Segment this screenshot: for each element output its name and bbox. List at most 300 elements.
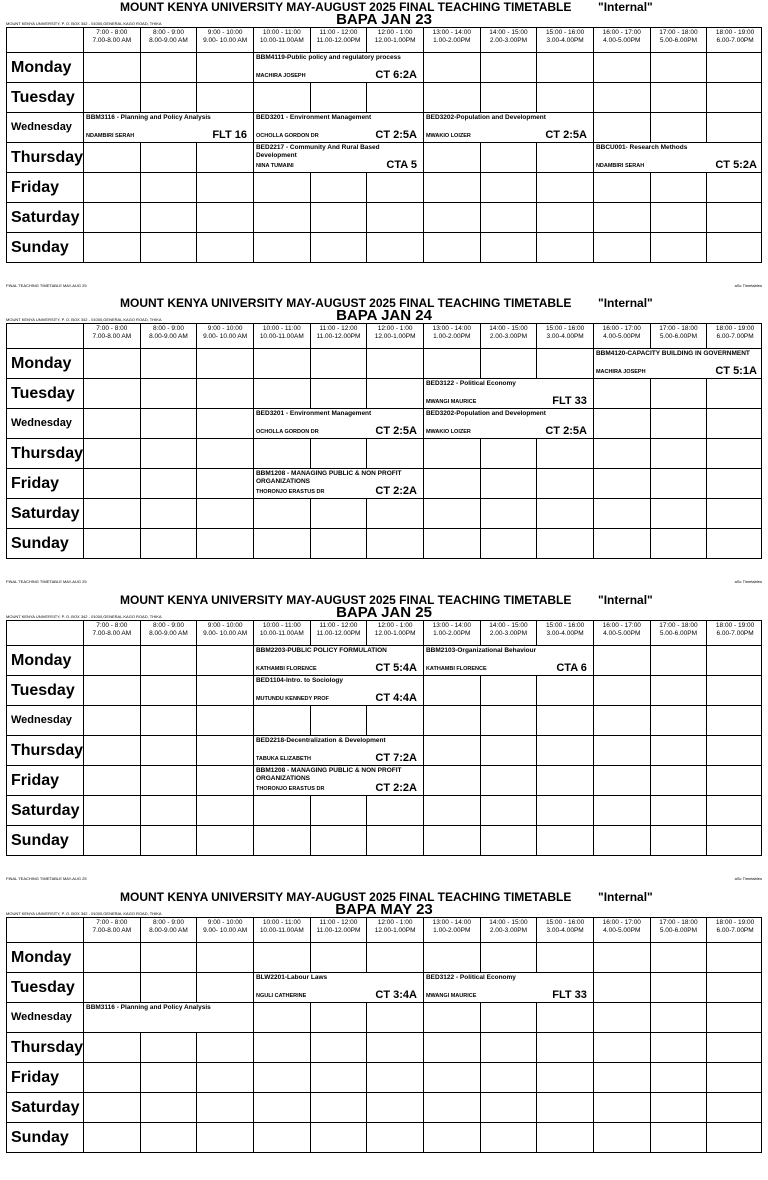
time-slot-sublabel: 11.00-12.00PM — [316, 36, 361, 44]
footer-left-text: FINAL TEACHING TIMETABLE MAY-AUG 25 — [6, 876, 87, 881]
time-slot-sublabel: 2.00-3.00PM — [489, 36, 528, 44]
time-slot-header — [310, 324, 367, 348]
grid-line — [423, 943, 424, 972]
grid-line — [536, 1123, 537, 1152]
day-label: Sunday — [11, 239, 69, 256]
grid-line — [140, 766, 141, 795]
grid-line — [253, 233, 254, 262]
grid-line — [650, 379, 651, 408]
grid-line — [83, 469, 84, 498]
grid-line — [706, 53, 707, 82]
grid-line — [706, 1123, 707, 1152]
grid-line — [536, 173, 537, 202]
room-code: CT 2:5A — [375, 424, 417, 437]
grid-line — [593, 409, 594, 438]
time-slot-header — [253, 324, 310, 348]
grid-line — [423, 1003, 424, 1032]
grid-line — [196, 203, 197, 232]
grid-line — [650, 173, 651, 202]
grid-line — [480, 736, 481, 765]
day-label: Thursday — [11, 1039, 84, 1056]
time-header-row — [7, 621, 761, 646]
grid-line — [536, 529, 537, 558]
time-slot-sublabel: 10.00-11.00AM — [259, 36, 304, 44]
course-title: BED3122 - Political Economy — [425, 974, 516, 981]
grid-line — [423, 53, 424, 82]
grid-line — [480, 53, 481, 82]
time-slot-label: 14:00 - 15:00 — [489, 919, 528, 926]
course-entry[interactable] — [594, 349, 761, 378]
grid-line — [423, 469, 424, 498]
timetable-section — [0, 593, 768, 883]
grid-line — [253, 529, 254, 558]
lecturer-name: THORONJO ERASTUS DR — [255, 488, 325, 495]
course-entry[interactable] — [254, 53, 421, 82]
time-slot-sublabel: 5.00-6.00PM — [659, 926, 698, 934]
grid-line — [366, 379, 367, 408]
time-slot-header — [423, 324, 480, 348]
time-slot-header — [650, 621, 707, 645]
course-entry[interactable] — [424, 379, 591, 408]
day-label: Thursday — [11, 742, 84, 759]
page-title: MOUNT KENYA UNIVERSITY MAY-AUGUST 2025 FINAL TEACHING TIMETABLE — [120, 890, 572, 904]
grid-line — [536, 826, 537, 855]
grid-line — [140, 676, 141, 705]
grid-line — [423, 1123, 424, 1152]
day-row — [7, 173, 761, 203]
time-slot-sublabel: 12.00-1.00PM — [374, 926, 416, 934]
time-slot-label: 12:00 - 1:00 — [377, 29, 413, 36]
grid-line — [196, 1033, 197, 1062]
time-slot-label: 10:00 - 11:00 — [262, 29, 301, 36]
time-slot-sublabel: 6.00-7.00PM — [716, 629, 754, 637]
time-header-row — [7, 918, 761, 943]
grid-line — [83, 83, 84, 112]
time-slot-label: 11:00 - 12:00 — [319, 919, 358, 926]
grid-line — [480, 143, 481, 172]
grid-line — [536, 1063, 537, 1092]
grid-line — [140, 973, 141, 1002]
lecturer-name: MACHIRA JOSEPH — [255, 72, 306, 79]
course-title: BBM3116 - Planning and Policy Analysis — [86, 114, 211, 121]
day-label: Monday — [11, 355, 72, 372]
page-title: MOUNT KENYA UNIVERSITY MAY-AUGUST 2025 FINAL TEACHING TIMETABLE — [120, 296, 572, 310]
grid-line — [140, 233, 141, 262]
grid-line — [650, 1123, 651, 1152]
grid-line — [196, 766, 197, 795]
grid-line — [480, 499, 481, 528]
group-name: BAPA MAY 23 — [335, 901, 433, 918]
time-slot-header — [253, 918, 310, 942]
grid-line — [650, 439, 651, 468]
footer-right-text: aSc Timetables — [734, 283, 762, 288]
room-code: CT 6:2A — [375, 68, 417, 81]
grid-line — [366, 1093, 367, 1122]
grid-line — [423, 766, 424, 795]
grid-line — [423, 676, 424, 705]
grid-line — [593, 943, 594, 972]
time-slot-label: 15:00 - 16:00 — [545, 919, 585, 926]
grid-line — [310, 439, 311, 468]
grid-line — [83, 203, 84, 232]
grid-line — [140, 83, 141, 112]
grid-line — [480, 349, 481, 378]
grid-line — [366, 1123, 367, 1152]
grid-line — [650, 706, 651, 735]
day-label: Monday — [11, 652, 72, 669]
time-slot-sublabel: 9.00- 10.00 AM — [203, 332, 248, 340]
time-slot-sublabel: 9.00- 10.00 AM — [203, 926, 248, 934]
lecturer-name: MUTUNDU KENNEDY PROF — [255, 695, 329, 702]
grid-line — [706, 409, 707, 438]
grid-line — [423, 499, 424, 528]
time-slot-sublabel: 2.00-3.00PM — [489, 629, 528, 637]
course-title: BED2218-Decentralization & Development — [255, 737, 386, 744]
timetable-grid — [6, 917, 762, 1153]
grid-line — [480, 233, 481, 262]
time-slot-sublabel: 2.00-3.00PM — [489, 332, 528, 340]
grid-line — [196, 826, 197, 855]
time-slot-sublabel: 8.00-9.00 AM — [149, 36, 188, 44]
grid-line — [253, 173, 254, 202]
grid-line — [536, 1093, 537, 1122]
grid-line — [310, 379, 311, 408]
grid-line — [480, 826, 481, 855]
grid-line — [196, 173, 197, 202]
room-code: CT 2:2A — [375, 484, 417, 497]
grid-line — [83, 646, 84, 675]
time-slot-header — [310, 918, 367, 942]
day-label: Monday — [11, 949, 72, 966]
time-slot-sublabel: 12.00-1.00PM — [374, 36, 416, 44]
grid-line — [140, 499, 141, 528]
lecturer-name: NINA TUMAINI — [255, 162, 294, 169]
grid-line — [83, 706, 84, 735]
grid-line — [366, 83, 367, 112]
grid-line — [83, 826, 84, 855]
time-slot-sublabel: 4.00-5.00PM — [603, 36, 641, 44]
time-slot-header — [253, 621, 310, 645]
grid-line — [423, 1063, 424, 1092]
grid-line — [536, 499, 537, 528]
room-code: CTA 6 — [556, 661, 587, 674]
time-slot-label: 8:00 - 9:00 — [152, 622, 185, 629]
room-code: CT 7:2A — [375, 751, 417, 764]
time-slot-sublabel: 1.00-2.00PM — [433, 332, 471, 340]
grid-line — [536, 766, 537, 795]
grid-line — [706, 1063, 707, 1092]
course-entry[interactable] — [594, 143, 761, 172]
internal-label: "Internal" — [598, 0, 653, 14]
day-label: Saturday — [11, 1099, 80, 1116]
grid-line — [140, 646, 141, 675]
grid-line — [706, 529, 707, 558]
time-slot-sublabel: 1.00-2.00PM — [433, 926, 471, 934]
grid-line — [706, 736, 707, 765]
grid-line — [650, 113, 651, 142]
time-slot-label: 8:00 - 9:00 — [152, 919, 185, 926]
grid-line — [480, 1093, 481, 1122]
grid-line — [650, 646, 651, 675]
time-slot-sublabel: 2.00-3.00PM — [489, 926, 528, 934]
grid-line — [253, 796, 254, 825]
grid-line — [253, 379, 254, 408]
time-slot-sublabel: 7.00-8.00 AM — [92, 629, 132, 637]
time-slot-label: 8:00 - 9:00 — [152, 29, 185, 36]
grid-line — [83, 973, 84, 1002]
grid-line — [593, 796, 594, 825]
grid-line — [480, 943, 481, 972]
grid-line — [593, 529, 594, 558]
day-label: Friday — [11, 772, 60, 789]
time-slot-label: 9:00 - 10:00 — [207, 325, 243, 332]
grid-line — [593, 706, 594, 735]
day-label: Wednesday — [11, 714, 72, 726]
internal-label: "Internal" — [598, 890, 653, 904]
grid-line — [196, 83, 197, 112]
grid-line — [423, 173, 424, 202]
grid-line — [196, 676, 197, 705]
course-title: BED3202-Population and Development — [425, 410, 546, 417]
time-slot-label: 9:00 - 10:00 — [207, 29, 243, 36]
day-label: Saturday — [11, 505, 80, 522]
grid-line — [310, 1093, 311, 1122]
grid-line — [83, 173, 84, 202]
timetable-grid — [6, 620, 762, 856]
lecturer-name: THORONJO ERASTUS DR — [255, 785, 325, 792]
timetable-section — [0, 296, 768, 586]
course-title: BBM1208 - MANAGING PUBLIC & NON PROFIT ORGANIZATIONS — [255, 767, 402, 782]
course-entry[interactable] — [254, 676, 421, 705]
room-code: CT 2:5A — [375, 128, 417, 141]
grid-line — [310, 943, 311, 972]
lecturer-name: MWAKIO LOIZER — [425, 132, 471, 139]
time-slot-sublabel: 3.00-4.00PM — [546, 36, 584, 44]
course-entry[interactable] — [424, 646, 591, 675]
time-slot-header — [366, 621, 423, 645]
time-slot-header — [140, 918, 197, 942]
grid-line — [140, 53, 141, 82]
grid-line — [480, 676, 481, 705]
grid-line — [253, 706, 254, 735]
grid-line — [650, 53, 651, 82]
course-entry[interactable] — [424, 113, 591, 142]
time-slot-sublabel: 9.00- 10.00 AM — [203, 629, 248, 637]
day-row — [7, 826, 761, 856]
course-entry[interactable] — [424, 973, 591, 1002]
grid-line — [196, 973, 197, 1002]
grid-line — [366, 1063, 367, 1092]
course-entry[interactable] — [254, 646, 421, 675]
time-slot-header — [83, 918, 140, 942]
time-slot-label: 15:00 - 16:00 — [545, 325, 585, 332]
grid-line — [196, 736, 197, 765]
grid-line — [253, 203, 254, 232]
grid-line — [536, 676, 537, 705]
time-slot-header — [140, 324, 197, 348]
course-entry[interactable] — [424, 409, 591, 438]
time-slot-header — [196, 621, 253, 645]
course-title: BBM2203-PUBLIC POLICY FORMULATION — [255, 647, 387, 654]
time-slot-sublabel: 3.00-4.00PM — [546, 926, 584, 934]
time-slot-sublabel: 4.00-5.00PM — [603, 332, 641, 340]
grid-line — [140, 1093, 141, 1122]
grid-line — [536, 203, 537, 232]
room-code: FLT 33 — [552, 988, 587, 1001]
grid-line — [196, 469, 197, 498]
lecturer-name: NDAMBIRI SERAH — [595, 162, 645, 169]
grid-line — [593, 1123, 594, 1152]
course-entry[interactable] — [254, 766, 421, 795]
time-slot-header — [706, 621, 763, 645]
time-slot-sublabel: 8.00-9.00 AM — [149, 629, 188, 637]
grid-line — [196, 646, 197, 675]
grid-line — [706, 113, 707, 142]
course-title: BED3201 - Environment Management — [255, 410, 372, 417]
grid-line — [253, 943, 254, 972]
grid-line — [366, 203, 367, 232]
time-slot-header — [480, 918, 537, 942]
day-row — [7, 1063, 761, 1093]
grid-line — [423, 706, 424, 735]
grid-line — [83, 943, 84, 972]
grid-line — [593, 1033, 594, 1062]
day-label: Thursday — [11, 445, 84, 462]
time-slot-header — [706, 28, 763, 52]
time-slot-label: 7:00 - 8:00 — [96, 325, 128, 332]
grid-line — [140, 203, 141, 232]
course-entry[interactable] — [254, 973, 421, 1002]
grid-line — [706, 379, 707, 408]
grid-line — [140, 173, 141, 202]
time-slot-label: 10:00 - 11:00 — [262, 325, 301, 332]
grid-line — [650, 973, 651, 1002]
time-slot-header — [480, 28, 537, 52]
grid-line — [706, 439, 707, 468]
grid-line — [480, 766, 481, 795]
day-label: Wednesday — [11, 121, 72, 133]
grid-line — [366, 1033, 367, 1062]
time-slot-label: 17:00 - 18:00 — [659, 919, 698, 926]
grid-line — [83, 676, 84, 705]
day-label: Sunday — [11, 1129, 69, 1146]
time-slot-header — [423, 918, 480, 942]
grid-line — [253, 83, 254, 112]
time-slot-label: 12:00 - 1:00 — [377, 919, 413, 926]
course-title: BLW2201-Labour Laws — [255, 974, 328, 981]
grid-line — [310, 233, 311, 262]
course-entry[interactable] — [254, 469, 421, 498]
time-slot-header — [366, 324, 423, 348]
room-code: CT 2:5A — [545, 128, 587, 141]
grid-line — [593, 973, 594, 1002]
grid-line — [140, 409, 141, 438]
grid-line — [593, 1063, 594, 1092]
grid-line — [310, 173, 311, 202]
grid-line — [650, 1003, 651, 1032]
grid-line — [480, 706, 481, 735]
grid-line — [536, 1003, 537, 1032]
grid-line — [423, 736, 424, 765]
footer-left-text: FINAL TEACHING TIMETABLE MAY-AUG 25 — [6, 579, 87, 584]
course-title: BBCU001- Research Methods — [595, 144, 688, 151]
time-slot-sublabel: 5.00-6.00PM — [659, 629, 698, 637]
grid-line — [650, 766, 651, 795]
grid-line — [196, 706, 197, 735]
course-entry[interactable] — [254, 143, 421, 172]
grid-line — [366, 439, 367, 468]
grid-line — [480, 1063, 481, 1092]
day-row — [7, 233, 761, 263]
grid-line — [423, 233, 424, 262]
time-slot-header — [536, 324, 593, 348]
grid-line — [83, 1093, 84, 1122]
time-slot-header — [253, 28, 310, 52]
room-code: FLT 33 — [552, 394, 587, 407]
time-slot-header — [140, 621, 197, 645]
lecturer-name: KATHAMBI FLORENCE — [425, 665, 487, 672]
grid-line — [310, 529, 311, 558]
grid-line — [83, 439, 84, 468]
course-title: BED2217 - Community And Rural Based Development — [255, 144, 380, 159]
grid-line — [593, 766, 594, 795]
grid-line — [536, 943, 537, 972]
course-title: BBM4120-CAPACITY BUILDING IN GOVERNMENT — [595, 350, 750, 357]
time-slot-header — [196, 324, 253, 348]
time-slot-label: 7:00 - 8:00 — [96, 622, 128, 629]
time-slot-label: 14:00 - 15:00 — [489, 622, 528, 629]
grid-line — [650, 826, 651, 855]
course-entry[interactable] — [84, 1003, 251, 1032]
grid-line — [196, 349, 197, 378]
course-entry[interactable] — [84, 113, 251, 142]
grid-line — [650, 1063, 651, 1092]
course-entry[interactable] — [254, 736, 421, 765]
course-entry[interactable] — [254, 113, 421, 142]
grid-line — [536, 796, 537, 825]
internal-label: "Internal" — [598, 296, 653, 310]
lecturer-name: MWAKIO LOIZER — [425, 428, 471, 435]
grid-line — [650, 469, 651, 498]
grid-line — [650, 796, 651, 825]
grid-line — [480, 1033, 481, 1062]
grid-line — [423, 826, 424, 855]
grid-line — [650, 736, 651, 765]
time-slot-sublabel: 10.00-11.00AM — [259, 332, 304, 340]
time-slot-label: 13:00 - 14:00 — [432, 622, 471, 629]
grid-line — [423, 143, 424, 172]
lecturer-name: MWANGI MAURICE — [425, 398, 477, 405]
time-header-row — [7, 324, 761, 349]
grid-line — [310, 349, 311, 378]
room-code: CT 4:4A — [375, 691, 417, 704]
day-row — [7, 943, 761, 973]
time-slot-header — [366, 918, 423, 942]
grid-line — [83, 233, 84, 262]
day-row — [7, 796, 761, 826]
grid-line — [253, 1033, 254, 1062]
grid-line — [536, 469, 537, 498]
time-slot-label: 7:00 - 8:00 — [96, 919, 128, 926]
time-slot-label: 18:00 - 19:00 — [715, 622, 755, 629]
course-entry[interactable] — [254, 409, 421, 438]
grid-line — [140, 736, 141, 765]
grid-line — [536, 349, 537, 378]
grid-line — [366, 943, 367, 972]
time-slot-sublabel: 7.00-8.00 AM — [92, 926, 132, 934]
grid-line — [140, 379, 141, 408]
grid-line — [310, 826, 311, 855]
